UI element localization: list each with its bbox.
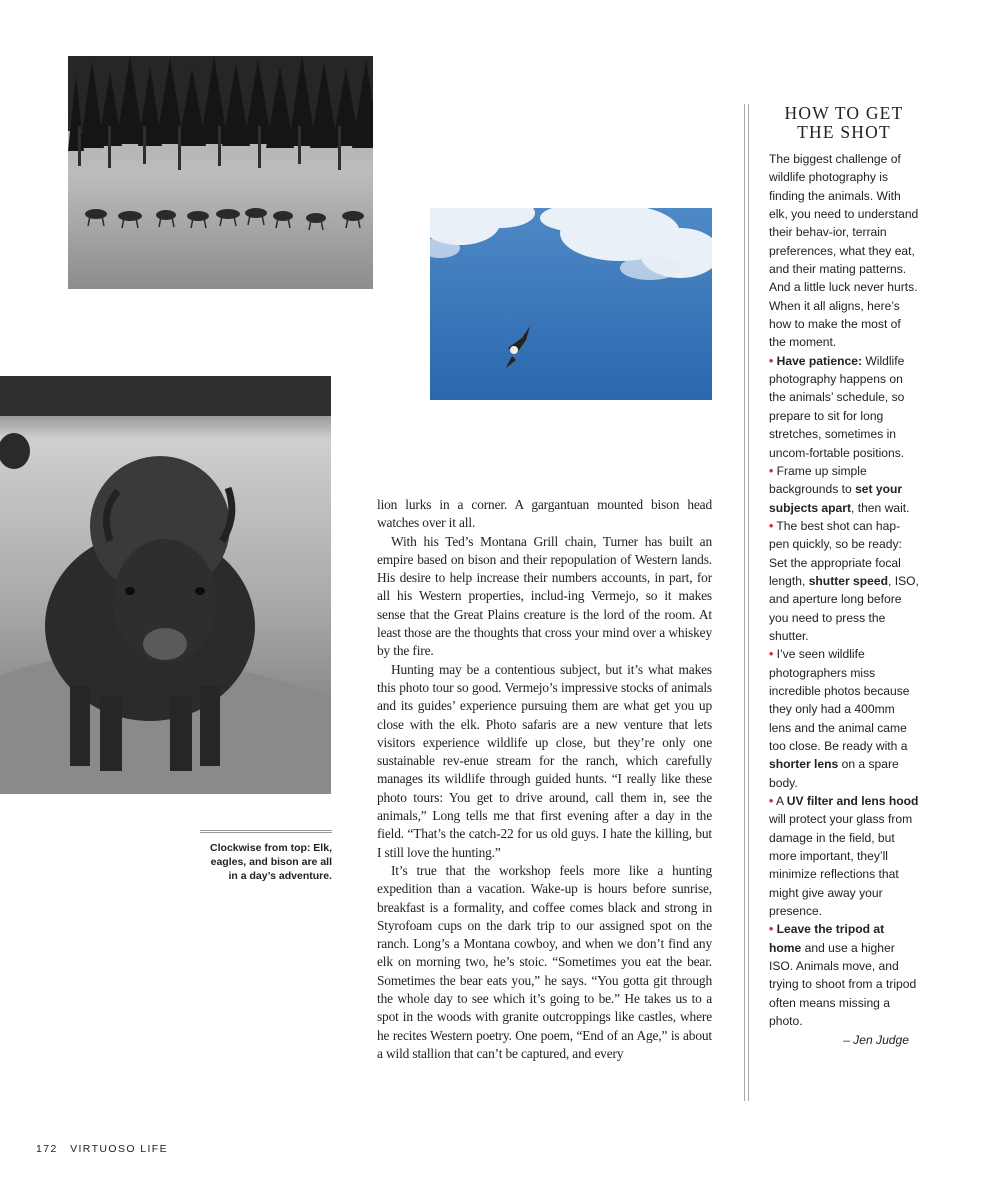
- sidebar-double-rule: [744, 104, 749, 1101]
- publication-name: VIRTUOSO LIFE: [70, 1143, 169, 1155]
- bullet-icon: •: [769, 647, 774, 662]
- tip-emphasis: Leave the tripod at home: [769, 922, 885, 955]
- article-paragraph: With his Ted’s Montana Grill chain, Turner has built an empire based on bison and their repopulation of Western lands. His desire to help increase their numbers accounts, in part, for all his Western properties, includ-ing Vermejo, so it makes sense that the Great Plains creature is the lord of the room. At least those are the thoughts that cross your mind over a whiskey by the fire.: [377, 533, 712, 659]
- tip-text: , then wait.: [851, 500, 910, 515]
- sidebar-tip: [769, 920, 919, 1030]
- tip-text: and use a higher ISO. Animals move, and trying to shoot from a tripod often means missing a photo.: [769, 940, 917, 1029]
- bullet-icon: •: [769, 463, 774, 478]
- sidebar-tip: [769, 792, 919, 920]
- tip-emphasis: shorter lens: [769, 757, 839, 772]
- sidebar-tip: [769, 352, 919, 462]
- photo-caption: Clockwise from top: Elk, eagles, and bison are all in a day’s adventure.: [200, 830, 332, 883]
- tip-emphasis: set your subjects apart: [769, 482, 903, 515]
- article-paragraph: lion lurks in a corner. A gargantuan mounted bison head watches over it all.: [377, 497, 712, 531]
- tip-text: A: [775, 794, 784, 809]
- tip-text: will protect your glass from damage in the field, but more important, they’ll minimize reflections that might give away your presence.: [769, 812, 913, 919]
- article-paragraph: It’s true that the workshop feels more like a hunting expedition than a vacation. Wake-up is hours before sunrise, breakfast is a formality, and coffee comes black and strong in Styrofoam cups on the dark trip to our assigned spot on the ranch. Long’s a Montana cowboy, and when we don’t find any elk on morning two, he’s stoic. “Sometimes you eat the bear. Sometimes the bear eats you,” he says. “You gotta git through the whole day to see which it’s going to be.” He takes us to a spot in the woods with granite outcroppings like castles, where he recites Western poetry. One poem, “End of an Age,” is about a wild stallion that can’t be captured, and every: [377, 862, 712, 1061]
- tip-text: , ISO, and aperture long before you need to press the shutter.: [769, 573, 919, 643]
- bullet-icon: •: [769, 794, 774, 809]
- bison-photo: [0, 376, 331, 794]
- sidebar-tip: [769, 517, 919, 645]
- page-footer: [36, 1143, 168, 1155]
- tip-emphasis: UV filter and lens hood: [786, 794, 919, 809]
- article-body: [377, 496, 712, 1063]
- bullet-icon: •: [769, 518, 774, 533]
- tip-text: The best shot can hap-pen quickly, so be ready: Set the appropriate focal length,: [769, 518, 902, 588]
- article-paragraph: Hunting may be a contentious subject, but it’s what makes this photo tour so good. Vermejo’s impressive stocks of animals and its guides’ experience pursuing them are what get you up close with the elk. Photo safaris are a new venture that lets visitors experience wildlife up close, but they’re only one sustainable rev-enue stream for the ranch, which carefully manages its wildlife through guided hunts. “I really like these photo tours: You get to drive around, call them in, see the animals,” Long tells me that first evening after a day in the field. “That’s the catch-22 for us old guys. I hate the killing, but I still love the hunting.”: [377, 661, 712, 860]
- tip-text: on a spare body.: [769, 757, 899, 790]
- tip-text: Frame up simple backgrounds to: [769, 463, 867, 497]
- sidebar-tip: [769, 462, 919, 517]
- sidebar-intro: The biggest challenge of wildlife photography is finding the animals. With elk, you need to understand their behav-ior, terrain preferences, what they eat, and their mating patterns. And a little luck never hurts. When it all aligns, here’s how to make the most of the moment.: [769, 152, 919, 350]
- photo-credit: – Jen Judge: [843, 1032, 909, 1047]
- tip-text: I’ve seen wildlife photographers miss incredible photos because they only had a 400mm lens and the animal came too close. Be ready with a: [769, 647, 910, 753]
- tip-text: Wildlife photography happens on the animals’ schedule, so prepare to sit for long stretches, sometimes in uncom-fortable positions.: [769, 353, 905, 460]
- page-number: 172: [36, 1143, 58, 1155]
- sidebar-title: HOW TO GET THE SHOT: [784, 103, 904, 142]
- sidebar-content: [769, 104, 919, 1049]
- bullet-icon: •: [769, 353, 774, 368]
- tips-sidebar: [744, 104, 944, 1101]
- bullet-icon: •: [769, 922, 774, 937]
- tip-emphasis: Have patience:: [776, 353, 862, 368]
- elk-herd-photo: [68, 56, 373, 289]
- sidebar-tip: [769, 645, 919, 792]
- tip-emphasis: shutter speed: [808, 573, 888, 588]
- eagle-sky-photo: [430, 208, 712, 400]
